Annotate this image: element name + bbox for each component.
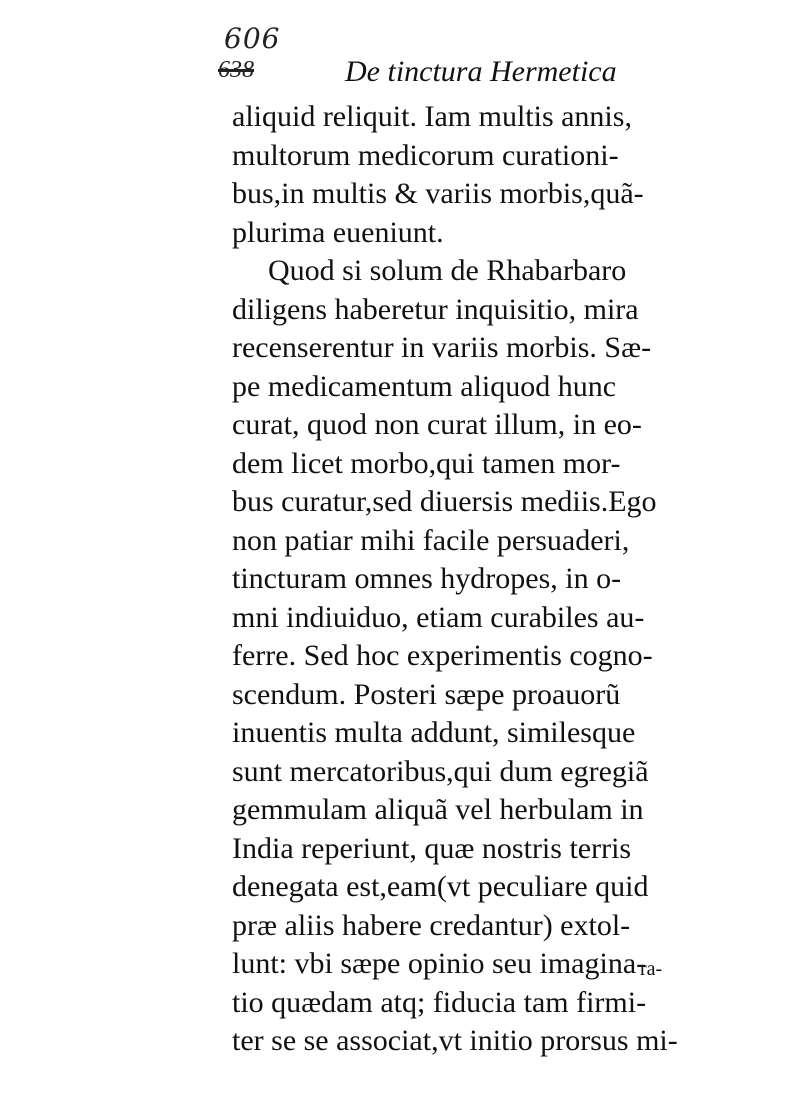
text-line: tio quædam atq; fiducia tam firmi-	[232, 985, 647, 1019]
text-line: multorum medicorum curationi-	[232, 138, 619, 172]
text-line: præ aliis habere credantur) extol-	[232, 908, 631, 942]
text-line: lunt: vbi sæpe opinio seu imagina-	[232, 947, 647, 980]
text-line: sunt mercatoribus,qui dum egregiã	[232, 754, 649, 788]
text-line: bus curatur,sed diuersis mediis.Ego	[232, 485, 657, 518]
catchword: ra-	[640, 958, 663, 980]
text-line: bus,in multis & variis morbis,quã-	[232, 177, 644, 210]
handwritten-page-number: 606	[224, 22, 281, 55]
text-line: recenserentur in variis morbis. Sæ-	[232, 331, 652, 364]
text-line: scendum. Posteri sæpe proauorũ	[232, 677, 621, 711]
text-line: ferre. Sed hoc experimentis cogno-	[232, 639, 653, 672]
text-line: mni indiuiduo, etiam curabiles au-	[232, 600, 645, 634]
struck-page-number: 638	[218, 57, 254, 83]
text-line: dem licet morbo,qui tamen mor-	[232, 446, 621, 480]
text-line: inuentis multa addunt, similesque	[232, 716, 636, 749]
text-line: diligens haberetur inquisitio, mira	[232, 292, 639, 326]
text-line: gemmulam aliquã vel herbulam in	[232, 793, 644, 826]
text-line: aliquid reliquit. Iam multis annis,	[232, 100, 632, 133]
text-line: non patiar mihi facile persuaderi,	[232, 523, 630, 557]
text-line: denegata est,eam(vt peculiare quid	[232, 870, 649, 903]
text-line: India reperiunt, quæ nostris terris	[232, 831, 632, 865]
text-line: plurima eueniunt.	[232, 215, 444, 249]
text-line: Quod si solum de Rhabarbaro	[268, 254, 627, 287]
body-text	[232, 98, 692, 1061]
text-line: curat, quod non curat illum, in eo-	[232, 408, 642, 441]
text-line: tincturam omnes hydropes, in o-	[232, 562, 622, 595]
text-line: pe medicamentum aliquod hunc	[232, 369, 617, 403]
running-title: De tinctura Hermetica	[345, 55, 617, 88]
text-line: ter se se associat,vt initio prorsus mi-	[232, 1024, 678, 1057]
